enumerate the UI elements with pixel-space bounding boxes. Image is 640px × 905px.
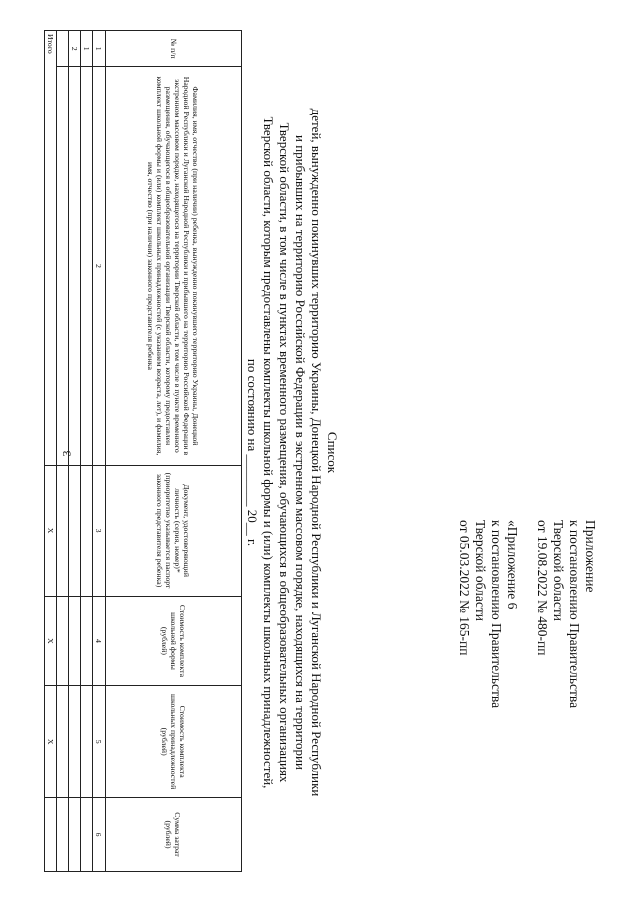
total-row (45, 31, 57, 872)
table-cell (57, 596, 69, 686)
heading-line: и прибывших на территорию Российской Федерации в экстренном массовом порядке, находящихся на территории (293, 135, 308, 770)
table-row (57, 31, 69, 872)
table-cell (69, 686, 81, 798)
page-number: 3 (59, 450, 74, 457)
table-cell: 1 (81, 31, 93, 67)
heading-line: детей, вынужденно покинувших территорию Украины, Донецкой Народной Республики и Луганской Народной Республики (309, 108, 324, 797)
header-cell: Сумма затрат (рублей) (106, 798, 242, 872)
total-cell: X (45, 596, 57, 686)
table-cell (81, 686, 93, 798)
table-cell (81, 798, 93, 872)
heading-line: Тверской области, в том числе в пунктах временного размещения, обучающихся в общеобразовательных организациях (277, 122, 292, 783)
approval-line: «Приложение 6 (505, 520, 520, 610)
column-number: 4 (93, 596, 106, 686)
table-cell (69, 596, 81, 686)
approval-block (456, 520, 598, 708)
header-cell: Фамилия, имя, отчество (при наличии) ребенка, вынужденно покинувшего территорию Украины, Донецкой Народной Республики и Луганской Народной Республики и прибывшего на территорию Российской Федерации в экстренном массовом порядке, находящегося на территории Тверской области, в том числе в пункте временного размещения, обучающегося в общеобразовательной организации Тверской области, которому предоставлен комплект школьной формы и (или) комплект школьных принадлежностей (с указанием возраста, лет), и фамилия, имя, отчество (при наличии) законного представителя ребенка (106, 67, 242, 465)
header-cell: Документ, удостоверяющий личность (серия, номер)* (приоритетно указывается паспорт законного представителя ребенка) (106, 465, 242, 596)
approval-line: к постановлению Правительства (567, 520, 582, 709)
table-cell (81, 596, 93, 686)
table-cell (57, 798, 69, 872)
total-label: Итого (45, 31, 57, 466)
column-number: 2 (93, 67, 106, 465)
column-number: 1 (93, 31, 106, 67)
table-cell (69, 465, 81, 596)
total-cell: X (45, 686, 57, 798)
column-number: 5 (93, 686, 106, 798)
table-cell (81, 465, 93, 596)
column-number: 6 (93, 798, 106, 872)
table-cell (57, 31, 69, 67)
approval-line: Тверской области (473, 520, 488, 621)
table-cell (57, 67, 69, 465)
table-row (81, 31, 93, 872)
total-cell (45, 798, 57, 872)
approval-line: Приложение (583, 520, 598, 593)
approval-line: от 05.03.2022 № 165-пп (457, 520, 472, 656)
total-cell: X (45, 465, 57, 596)
header-cell: № п/п (106, 31, 242, 67)
table-header-row (106, 31, 242, 872)
heading-line: Тверской области, которым предоставлены комплекты школьной формы и (или) комплекты школьных принадлежностей, (261, 116, 276, 789)
table-cell: 2 (69, 31, 81, 67)
table-cell (57, 686, 69, 798)
table-cell (69, 67, 81, 465)
column-number: 3 (93, 465, 106, 596)
children-table (44, 30, 242, 872)
header-cell: Стоимость комплекта школьной формы (рублей) (106, 596, 242, 686)
table-cell (81, 67, 93, 465)
table-cell (57, 465, 69, 596)
document-heading (244, 0, 340, 905)
header-cell: Стоимость комплекта школьных принадлежностей (рублей) (106, 686, 242, 798)
approval-line: Тверской области (551, 520, 566, 621)
table-cell (69, 798, 81, 872)
approval-line: от 19.08.2022 № 480-пп (535, 520, 550, 656)
heading-line: по состоянию на ________ 20__ г. (245, 358, 260, 547)
column-number-row (93, 31, 106, 872)
heading-title: Список (325, 431, 340, 474)
approval-line: к постановлению Правительства (489, 520, 504, 709)
table-row (69, 31, 81, 872)
